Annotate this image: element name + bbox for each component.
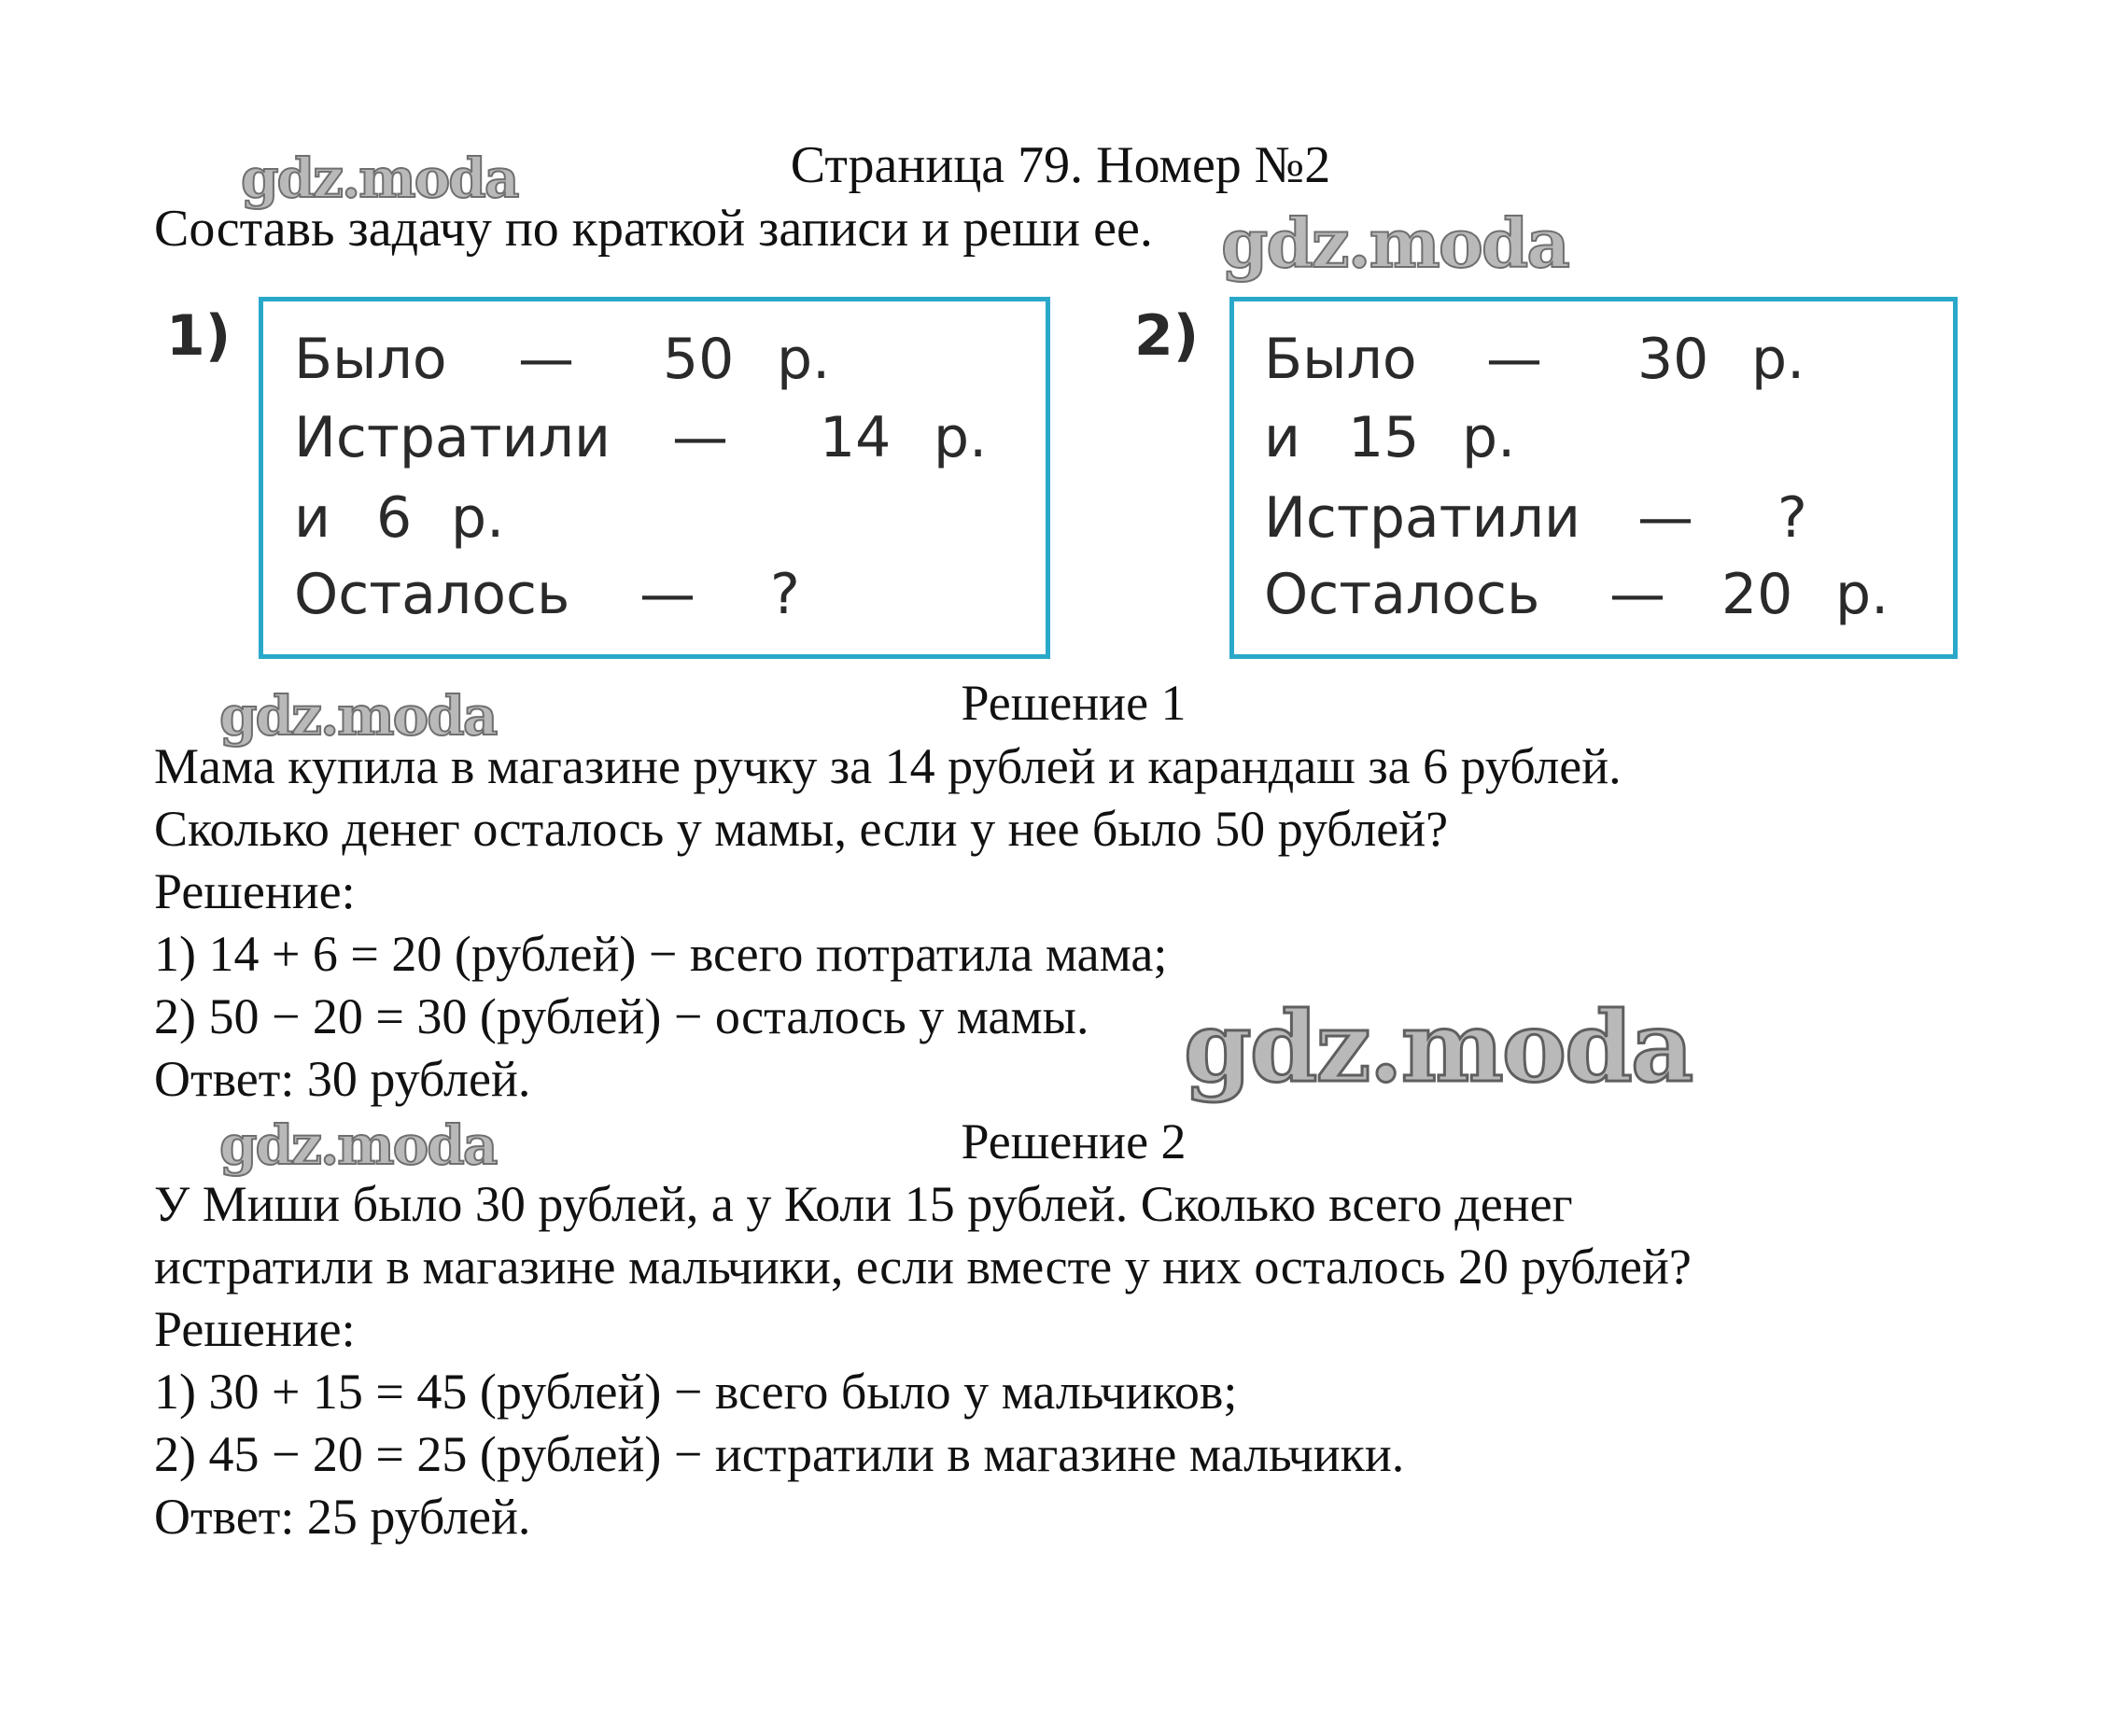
page-title: Страница 79. Номер №2: [790, 136, 1331, 194]
row-value: 20: [1721, 562, 1793, 627]
row-word: и: [294, 485, 330, 551]
watermark-logo: gdz.moda: [219, 684, 497, 748]
row-unit: р.: [451, 485, 505, 551]
row-value: ?: [770, 562, 800, 627]
solution-1-label: Решение:: [154, 863, 356, 919]
row-unit: р.: [1462, 405, 1516, 470]
solution-2-step-1: 1) 30 + 15 = 45 (рублей) − всего было у мальчиков;: [154, 1364, 1238, 1420]
solution-1-answer: Ответ: 30 рублей.: [154, 1051, 531, 1107]
solution-2-answer: Ответ: 25 рублей.: [154, 1489, 531, 1545]
watermark-logo: gdz.moda: [1184, 989, 1693, 1104]
row-word: Было: [1264, 327, 1417, 392]
row-unit: р.: [934, 405, 988, 470]
row-word: Было: [294, 327, 447, 392]
solution-1-problem-line-2: Сколько денег осталось у мамы, если у нее было 50 рублей?: [154, 801, 1449, 857]
row-dash: —: [672, 405, 728, 470]
solution-2-label: Решение:: [154, 1301, 356, 1357]
row-word: Истратили: [294, 405, 611, 470]
watermark-logo: gdz.moda: [219, 1113, 497, 1177]
task-2-short-note: [1229, 297, 1958, 659]
row-dash: —: [639, 562, 695, 627]
row-word: и: [1264, 405, 1300, 470]
row-value: 30: [1637, 327, 1709, 392]
row-dash: —: [1486, 327, 1542, 392]
solution-1-step-2: 2) 50 − 20 = 30 (рублей) − осталось у мамы.: [154, 988, 1089, 1044]
row-value: ?: [1777, 485, 1807, 551]
watermark-logo: gdz.moda: [241, 147, 518, 210]
row-unit: р.: [1835, 562, 1889, 627]
row-value: 15: [1348, 405, 1420, 470]
row-unit: р.: [777, 327, 831, 392]
solution-2-problem-line-1: У Миши было 30 рублей, а у Коли 15 рублей. Сколько всего денег: [154, 1176, 1573, 1232]
row-word: Осталось: [1264, 562, 1540, 627]
solution-1-step-1: 1) 14 + 6 = 20 (рублей) − всего потратила мама;: [154, 926, 1168, 982]
solution-1-heading: Решение 1: [961, 675, 1187, 731]
solution-2-problem-line-2: истратили в магазине мальчики, если вместе у них осталось 20 рублей?: [154, 1239, 1692, 1295]
task-instruction: Составь задачу по краткой записи и реши ее.: [154, 200, 1153, 258]
task-2-label: 2): [1134, 303, 1200, 369]
row-value: 14: [820, 405, 892, 470]
row-word: Осталось: [294, 562, 570, 627]
row-dash: —: [1609, 562, 1665, 627]
task-1-short-note: [259, 297, 1050, 659]
row-dash: —: [518, 327, 574, 392]
row-value: 50: [663, 327, 735, 392]
solution-2-step-2: 2) 45 − 20 = 25 (рублей) − истратили в магазине мальчики.: [154, 1426, 1405, 1482]
row-word: Истратили: [1264, 485, 1580, 551]
solution-2-heading: Решение 2: [961, 1113, 1187, 1169]
task-1-label: 1): [166, 303, 232, 369]
row-dash: —: [1637, 485, 1693, 551]
watermark-logo: gdz.moda: [1221, 203, 1568, 283]
row-value: 6: [376, 485, 413, 551]
solution-1-problem-line-1: Мама купила в магазине ручку за 14 рублей и карандаш за 6 рублей.: [154, 738, 1622, 794]
row-unit: р.: [1751, 327, 1805, 392]
